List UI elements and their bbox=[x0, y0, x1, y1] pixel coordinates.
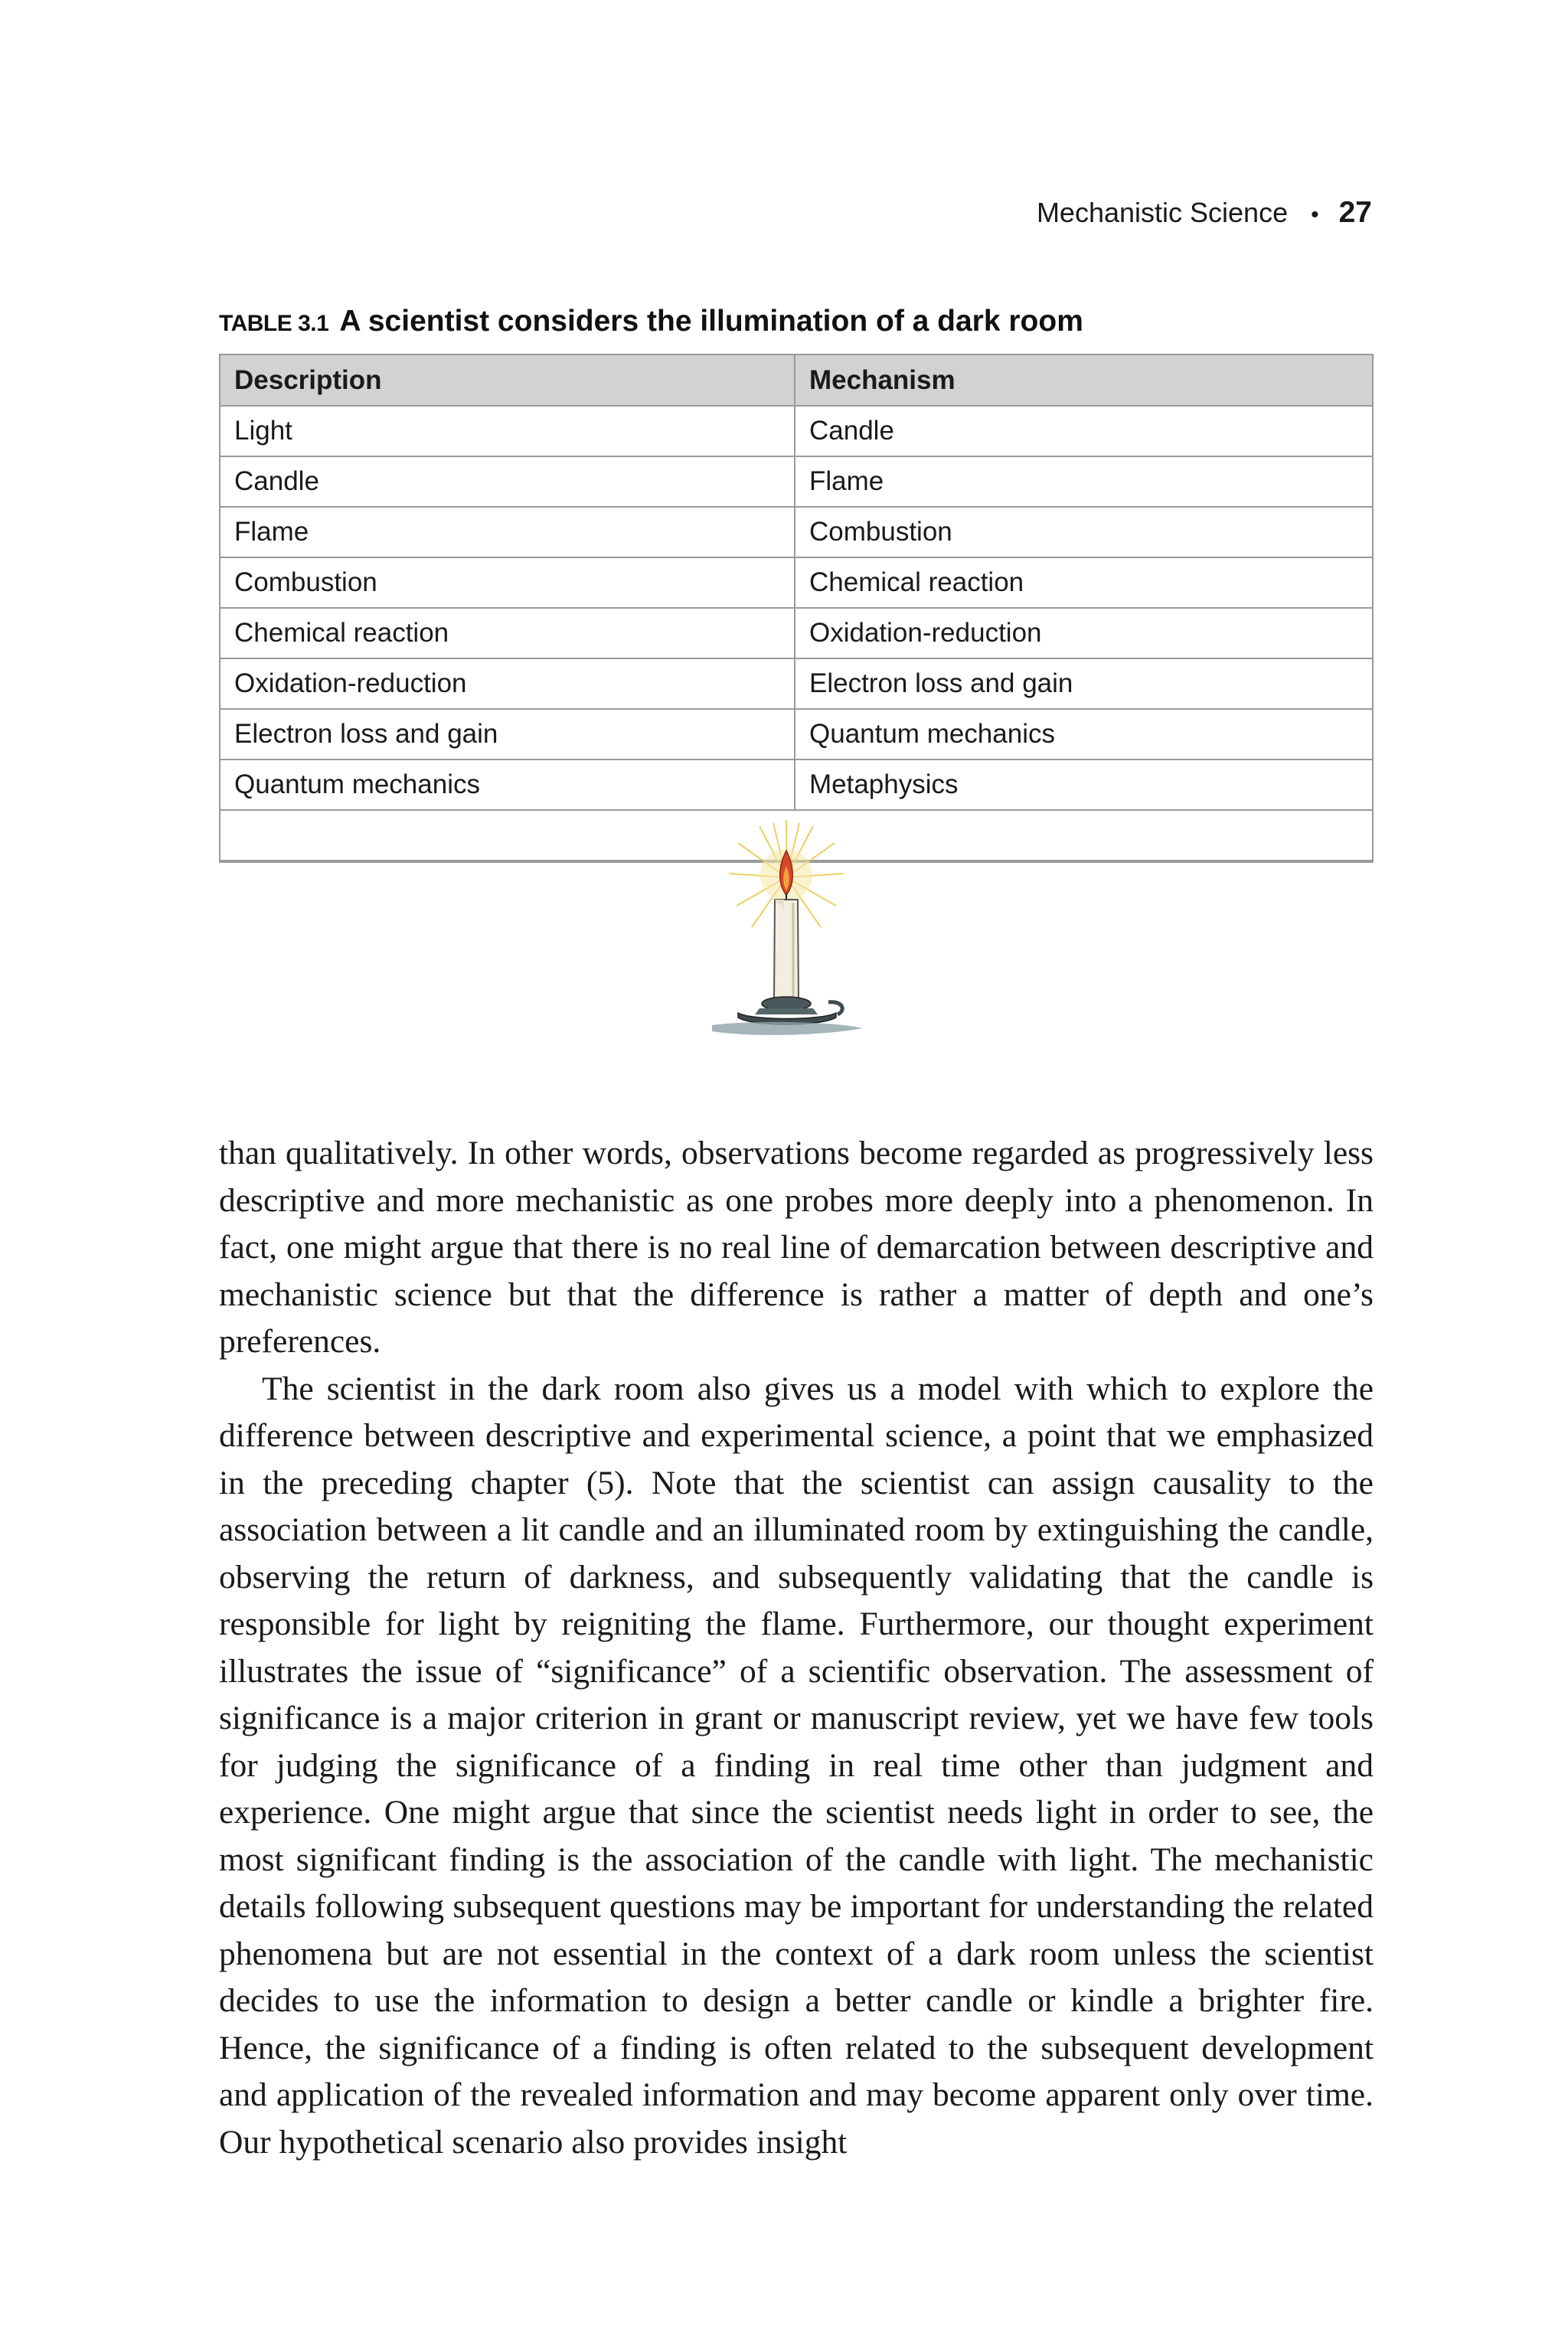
bullet-separator: • bbox=[1311, 202, 1319, 227]
table-cell-mechanism: Chemical reaction bbox=[795, 557, 1372, 608]
table-cell-description: Light bbox=[220, 406, 795, 456]
table-row bbox=[220, 406, 1372, 456]
table-cell-description: Flame bbox=[220, 507, 795, 557]
table-row bbox=[220, 507, 1372, 557]
table-figure-cell bbox=[220, 810, 1372, 861]
table-cell-description: Chemical reaction bbox=[220, 608, 795, 658]
column-header-mechanism: Mechanism bbox=[795, 355, 1372, 406]
table-row bbox=[220, 557, 1372, 608]
table-caption bbox=[219, 303, 1083, 346]
paragraph: The scientist in the dark room also gives us a model with which to explore the difference between descriptive and experimental science, a point that we emphasized in the preceding chapter (5). Note that the scientist can assign causality to the association between a lit candle and an illuminated room by extinguishing the candle, observing the return of darkness, and subsequently validating that the candle is responsible for light by reigniting the flame. Furthermore, our thought experiment illustrates the issue of “significance” of a scientific observation. The assessment of significance is a major criterion in grant or manuscript review, yet we have few tools for judging the significance of a finding in real time other than judgment and experience. One might argue that since the scientist needs light in order to see, the most significant finding is the association of the candle with light. The mechanistic details following subsequent questions may be important for understanding the related phenomena but are not essential in the context of a dark room unless the scientist decides to use the information to design a better candle or kindle a brighter fire. Hence, the significance of a finding is often related to the subsequent development and application of the revealed information and may become apparent only over time. Our hypothetical scenario also provides insight bbox=[219, 1370, 1374, 2161]
running-head bbox=[1037, 194, 1372, 234]
table-container bbox=[219, 354, 1374, 863]
table-cell-mechanism: Electron loss and gain bbox=[795, 658, 1372, 709]
table-label: TABLE 3.1 bbox=[219, 311, 329, 336]
table-cell-description: Quantum mechanics bbox=[220, 760, 795, 810]
table-cell-mechanism: Candle bbox=[795, 406, 1372, 456]
table-cell-description: Candle bbox=[220, 456, 795, 507]
running-head-title: Mechanistic Science bbox=[1036, 197, 1289, 228]
table-cell-description: Electron loss and gain bbox=[220, 709, 795, 760]
table-cell-mechanism: Oxidation-reduction bbox=[795, 608, 1372, 658]
table-row bbox=[220, 760, 1372, 810]
paragraph: than qualitatively. In other words, observations become regarded as progressively less descriptive and more mechanistic as one probes more deeply into a phenomenon. In fact, one might argue that there is no real line of demarcation between descriptive and mechanistic science but that the difference is rather a matter of depth and one’s preferences. bbox=[219, 1135, 1374, 1360]
table-cell-mechanism: Flame bbox=[795, 456, 1372, 507]
table-cell-mechanism: Combustion bbox=[795, 507, 1372, 557]
table-row bbox=[220, 456, 1372, 507]
data-table bbox=[220, 355, 1372, 861]
page-number: 27 bbox=[1338, 196, 1372, 229]
table-row bbox=[220, 709, 1372, 760]
candle-illustration-icon bbox=[706, 820, 867, 1042]
table-figure-row bbox=[220, 810, 1372, 861]
column-header-description: Description bbox=[220, 355, 795, 406]
body-text bbox=[219, 1130, 1374, 2166]
table-row bbox=[220, 608, 1372, 658]
table-row bbox=[220, 658, 1372, 709]
table-header-row bbox=[220, 355, 1372, 406]
table-cell-description: Combustion bbox=[220, 557, 795, 608]
table-title: A scientist considers the illumination of a dark room bbox=[339, 305, 1083, 338]
table-cell-description: Oxidation-reduction bbox=[220, 658, 795, 709]
table-cell-mechanism: Quantum mechanics bbox=[795, 709, 1372, 760]
table-cell-mechanism: Metaphysics bbox=[795, 760, 1372, 810]
